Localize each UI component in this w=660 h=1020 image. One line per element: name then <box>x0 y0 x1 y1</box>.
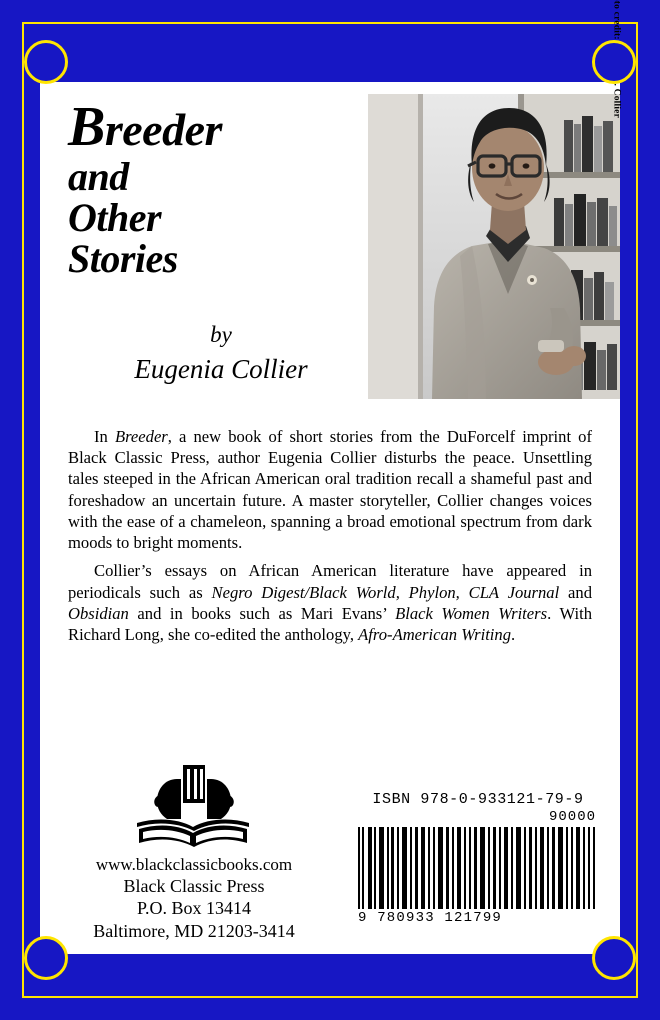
corner-circle-bottom-left <box>24 936 68 980</box>
book-title <box>68 96 328 282</box>
author-photo-image <box>368 94 620 399</box>
corner-circle-bottom-right <box>592 936 636 980</box>
logo-artwork <box>131 761 257 849</box>
publisher-city-state-zip: Baltimore, MD 21203-3414 <box>93 920 295 941</box>
publisher-name: Black Classic Press <box>123 875 265 896</box>
footer-area <box>40 714 620 954</box>
photo-credit-holder <box>604 104 620 304</box>
blurb-p2-d: . With Richard Long, she co-edited the anthology, <box>68 603 592 645</box>
byline <box>96 322 346 385</box>
barcode-block <box>358 791 598 926</box>
blurb-p2-italic-2: Obsidian <box>68 603 129 623</box>
publisher-po-box: P.O. Box 13414 <box>136 898 252 918</box>
header-area <box>40 82 620 412</box>
isbn-label: ISBN 978-0-933121-79-9 <box>372 791 584 808</box>
blurb-p2-c: and in books such as Mari Evans’ <box>128 603 396 623</box>
ean5-supplement: 90000 <box>548 809 596 825</box>
corner-circle-top-left <box>24 40 68 84</box>
white-content-panel <box>40 82 620 954</box>
blurb-p2-a: Collier’s essays on African American literature have appeared in periodicals such as <box>68 561 592 602</box>
back-cover-blurb <box>68 426 592 645</box>
title-line-3: Other <box>68 195 162 241</box>
black-classic-press-logo <box>131 761 257 849</box>
by-word: by <box>210 322 232 347</box>
title-line-1-rest: reeder <box>104 104 222 155</box>
corner-circle-top-right <box>592 40 636 84</box>
blurb-paragraph-1 <box>68 426 592 553</box>
publisher-website[interactable]: www.blackclassicbooks.com <box>95 854 293 874</box>
blurb-p2-e: . <box>511 625 516 645</box>
blurb-paragraph-2 <box>68 560 592 645</box>
title-line-1 <box>68 96 328 158</box>
blurb-p1-a: In <box>94 427 115 446</box>
barcode-bars <box>358 827 598 909</box>
title-line-2: and <box>68 153 129 199</box>
blurb-p1-italic-title: Breeder <box>114 427 168 446</box>
author-name: Eugenia Collier <box>134 354 308 384</box>
author-photo-container <box>368 94 620 399</box>
publisher-block <box>58 761 330 943</box>
author-photo <box>368 94 620 399</box>
blurb-p2-italic-3: Black Women Writers <box>395 603 548 623</box>
blurb-p2-b: and <box>559 582 592 602</box>
barcode-digits: 9 780933 121799 <box>358 910 503 926</box>
blurb-p1-b: , a new book of short stories from the DuForcelf imprint of Black Classic Press, author Eugenia Collier disturbs the peace. Unsettling tales steeped in the African American oral tradition recall a shameful past and foreshadow an uncertain future. A master storyteller, Collier changes voices with the ease of a chameleon, spanning a broad emotional spectrum from dark moods to bright moments. <box>68 427 592 553</box>
title-line-4: Stories <box>68 236 178 282</box>
title-drop-cap: B <box>68 96 105 158</box>
blurb-p2-italic-4: Afro-American Writing <box>358 625 512 645</box>
blurb-p2-italic-1: Negro Digest/Black World, Phylon, CLA Journal <box>211 582 560 602</box>
